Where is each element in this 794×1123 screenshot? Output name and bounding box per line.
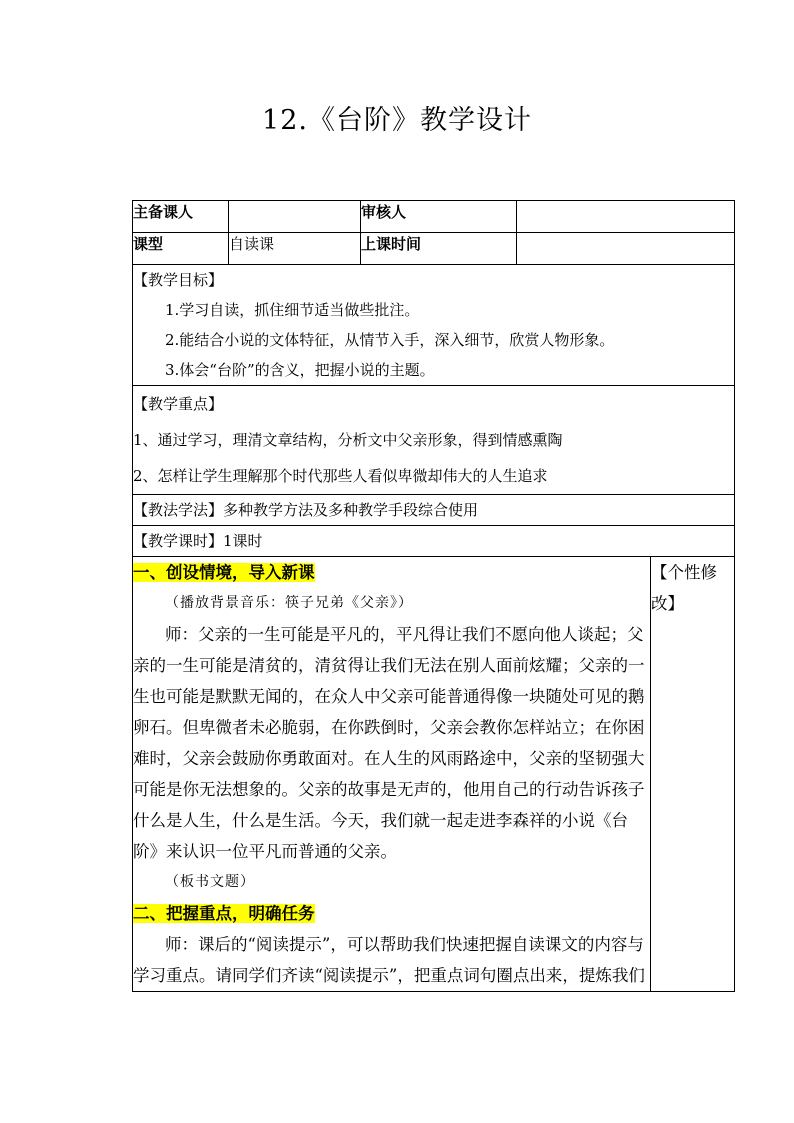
- music-note: （播放背景音乐：筷子兄弟《父亲》）: [165, 595, 413, 611]
- goals-row: [133, 265, 735, 386]
- page-title: 12.《台阶》教学设计: [262, 105, 532, 136]
- time-label: 上课时间: [361, 233, 517, 265]
- time-value: [517, 233, 735, 265]
- lesson-plan-table: [132, 200, 735, 992]
- process-row: [133, 557, 735, 992]
- personal-revision-cell: [651, 557, 735, 992]
- goals-heading: 【教学目标】: [133, 271, 224, 289]
- hours-text: 【教学课时】1课时: [133, 532, 263, 550]
- key-points-row: [133, 386, 735, 495]
- header-row-2: [133, 233, 735, 265]
- preparer-value: [229, 201, 361, 233]
- methods-row: [133, 495, 735, 526]
- preparer-label: 主备课人: [133, 201, 229, 233]
- board-note: （板书文题）: [165, 874, 255, 890]
- key-point-item: 2、怎样让学生理解那个时代那些人看似卑微却伟大的人生追求: [133, 467, 548, 485]
- methods-text: 【教法学法】多种教学方法及多种教学手段综合使用: [133, 501, 479, 519]
- section-heading: 二、把握重点，明确任务: [133, 904, 315, 923]
- hours-row: [133, 526, 735, 557]
- process-cell: [133, 557, 651, 992]
- goal-item: 3.体会“台阶”的含义，把握小说的主题。: [165, 361, 435, 379]
- reviewer-label: 审核人: [361, 201, 517, 233]
- key-points-heading: 【教学重点】: [133, 395, 224, 413]
- side-note: 【个性修改】: [651, 563, 717, 613]
- key-point-item: 1、通过学习，理清文章结构，分析文中父亲形象，得到情感熏陶: [133, 431, 563, 449]
- reviewer-value: [517, 201, 735, 233]
- intro-paragraph: 师：父亲的一生可能是平凡的，平凡得让我们不愿向他人谈起；父亲的一生可能是清贫的，清贫得让我们无法在别人面前炫耀；父亲的一生也可能是默默无闻的，在众人中父亲可能普通得像一块随处可见的鹅卵石。但卑微者未必脆弱，在你跌倒时，父亲会教你怎样站立；在你困难时，父亲会鼓励你勇敢面对。在人生的风雨路途中，父亲的坚韧强大可能是你无法想象的。父亲的故事是无声的，他用自己的行动告诉孩子什么是人生，什么是生活。今天，我们就一起走进李森祥的小说《台阶》来认识一位平凡而普通的父亲。: [133, 625, 645, 861]
- goal-item: 1.学习自读，抓住细节适当做些批注。: [165, 301, 420, 319]
- header-row-1: [133, 201, 735, 233]
- type-value: 自读课: [229, 233, 361, 265]
- section-heading: 一、创设情境，导入新课: [133, 563, 315, 582]
- task-paragraph: 师：课后的“阅读提示”，可以帮助我们快速把握自读课文的内容与学习重点。请同学们齐读“阅读提示”，把重点词句圈点出来，提炼我们: [133, 935, 645, 985]
- type-label: 课型: [133, 233, 229, 265]
- goal-item: 2.能结合小说的文体特征，从情节入手，深入细节，欣赏人物形象。: [165, 331, 615, 349]
